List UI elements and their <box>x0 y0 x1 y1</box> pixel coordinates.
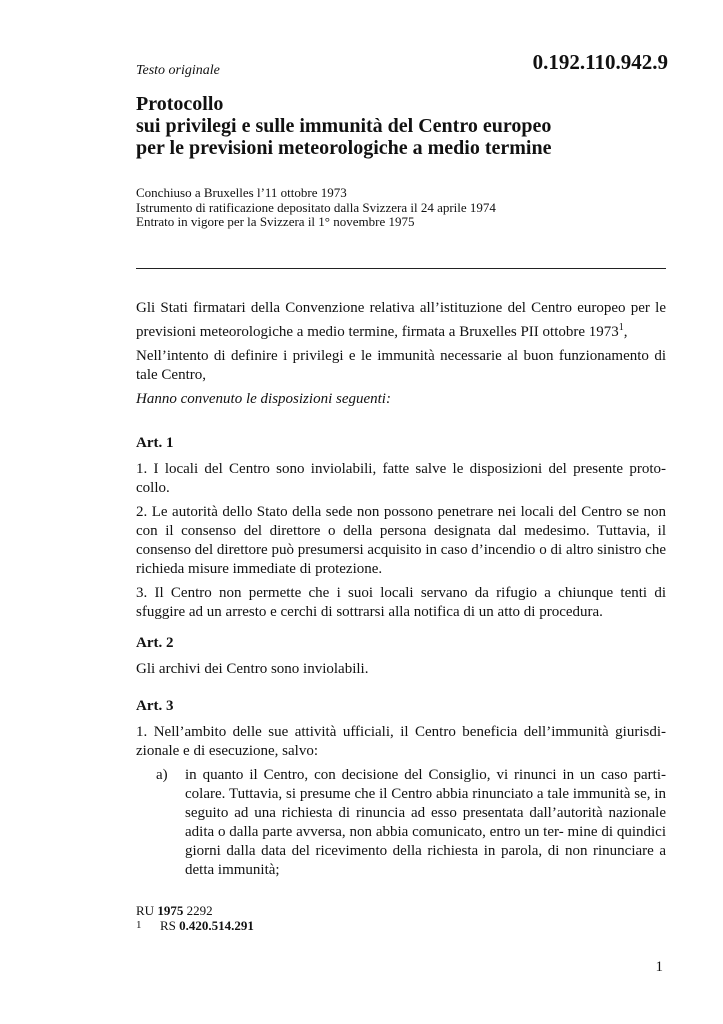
article-3-item-a <box>156 766 666 880</box>
article-1-paragraph-2: 2. Le autorità dello Stato della sede non possono penetrare nei locali del Centro se non con il consenso del direttore o della persona designata dal medesimo. Tuttavia, il consenso del direttore può presumersi acquisito in caso d’incendio o di altro sinistro che richieda misure immediate di protezione. <box>136 504 666 577</box>
article-1 <box>136 434 666 627</box>
page-number: 1 <box>655 959 663 975</box>
footnote-ref-1[interactable]: 1 <box>618 322 624 333</box>
meta-in-force: Entrato in vigore per la Svizzera il 1° novembre 1975 <box>136 214 415 229</box>
footer <box>136 903 254 933</box>
footnote-1: 1 RS 0.420.514.291 <box>136 918 254 933</box>
item-a-label: a) <box>156 767 168 783</box>
title-line-1: Protocollo <box>136 93 224 115</box>
article-3-heading: Art. 3 <box>136 698 174 714</box>
preamble-paragraph-1: Gli Stati firmatari della Convenzione relativa all’istituzione del Centro europeo per le previsioni meteorologiche a medio termine, firmata a Bruxelles PII ottobre 1973$^1$, <box>136 300 666 340</box>
article-1-paragraph-1: 1. I locali del Centro sono inviolabili, fatte salve le disposizioni del presente proto- collo. <box>136 461 666 496</box>
preamble-paragraph-2: Nell’intento di definire i privilegi e le immunità necessarie al buon funzionamento di tale Centro, <box>136 348 666 383</box>
title-line-3: per le previsioni meteorologiche a medio termine <box>136 137 552 159</box>
document-meta <box>136 186 496 230</box>
preamble <box>136 299 666 414</box>
article-2-paragraph-1: Gli archivi dei Centro sono inviolabili. <box>136 661 369 677</box>
article-2 <box>136 634 666 684</box>
header-divider <box>136 268 666 269</box>
title-line-2: sui privilegi e sulle immunità del Centro europeo <box>136 115 552 137</box>
article-2-heading: Art. 2 <box>136 635 174 651</box>
item-a-text: in quanto il Centro, con decisione del Consiglio, vi rinunci in un caso parti- colare. Tuttavia, si presume che il Centro abbia rinunciato a tale immunità se, in seguito ad una richiesta di rinuncia ad esso presentata dall’autorità nazionale adita o dalla parte avversa, non abbia comunicato, entro un ter- mine di quindici giorni dalla data del ricevimento della richiesta in parola, di non rinunciare a detta immunità; <box>185 767 666 878</box>
article-3-paragraph-1: 1. Nell’ambito delle sue attività ufficiali, il Centro beneficia dell’immunità giurisdi- zionale e di esecuzione, salvo: <box>136 724 666 759</box>
article-3 <box>136 697 666 880</box>
original-text-label: Testo originale <box>136 63 220 78</box>
sr-number: 0.192.110.942.9 <box>532 50 668 74</box>
document-title <box>136 93 551 159</box>
footnote-link[interactable]: 0.420.514.291 <box>179 918 254 933</box>
article-1-heading: Art. 1 <box>136 435 174 451</box>
meta-concluded: Conchiuso a Bruxelles l’11 ottobre 1973 <box>136 185 347 200</box>
preamble-paragraph-3: Hanno convenuto le disposizioni seguenti: <box>136 391 391 407</box>
meta-ratification: Istrumento di ratificazione depositato dalla Svizzera il 24 aprile 1974 <box>136 199 496 215</box>
ru-reference: RU 1975 2292 <box>136 903 213 918</box>
footnote-marker: 1 <box>136 919 142 931</box>
article-1-paragraph-3: 3. Il Centro non permette che i suoi locali servano da rifugio a chiunque tenti di sfuggire ad un arresto e cerchi di sottrarsi alla notifica di un atto di procedura. <box>136 585 666 620</box>
